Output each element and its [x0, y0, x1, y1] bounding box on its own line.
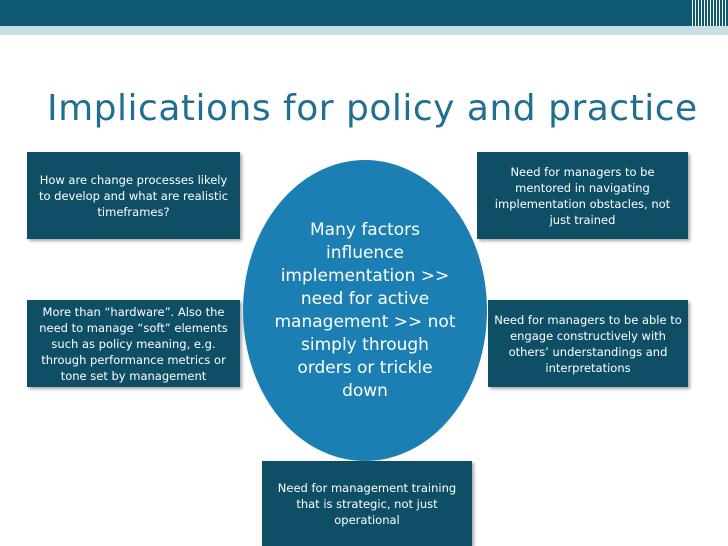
- box-hardware-soft-elements: [27, 300, 240, 387]
- box-management-training: [262, 461, 472, 546]
- top-bar: [0, 0, 728, 26]
- center-circle: [243, 160, 487, 461]
- slide-title: Implications for policy and practice: [47, 88, 698, 129]
- box-managers-mentored-text: Need for managers to be mentored in navigating implementation obstacles, not just trained: [494, 164, 671, 227]
- box-managers-mentored: [477, 152, 688, 239]
- box-change-processes-text: How are change processes likely to develop and what are realistic timeframes?: [38, 172, 229, 219]
- box-management-training-text: Need for management training that is strategic, not just operational: [277, 480, 457, 527]
- box-hardware-soft-elements-text: More than “hardware”. Also the need to manage “soft” elements such as policy meaning, e.g. through performance metrics or tone set by management: [39, 304, 228, 383]
- top-bar-pattern: [690, 0, 728, 26]
- center-circle-text: Many factors influence implementation >> need for active management >> not simply through orders or trickle down: [274, 219, 456, 401]
- box-change-processes: [27, 152, 240, 239]
- top-bar-stripe: [0, 26, 728, 35]
- box-engage-constructively: [488, 300, 688, 387]
- box-engage-constructively-text: Need for managers to be able to engage constructively with others’ understandings and interpretations: [494, 312, 682, 375]
